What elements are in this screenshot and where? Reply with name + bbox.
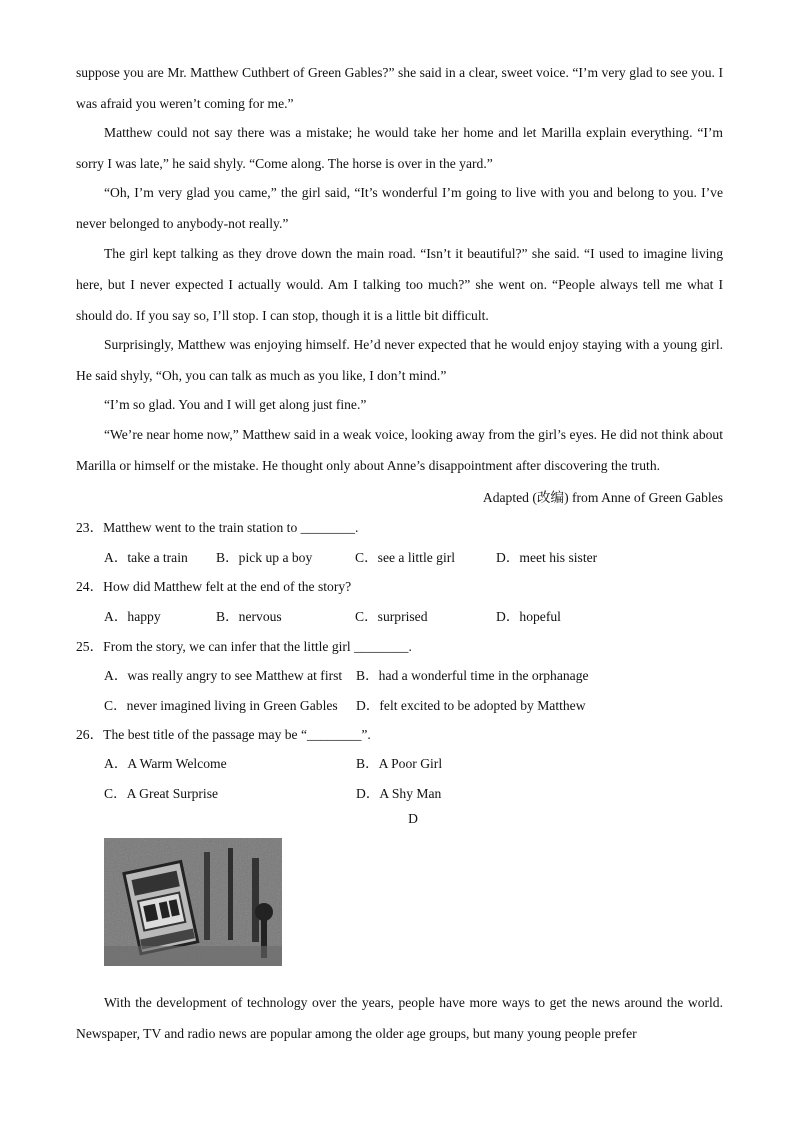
q25-option-d[interactable]: D．felt excited to be adopted by Matthew	[356, 698, 586, 713]
q23-option-c[interactable]: C．see a little girl	[355, 550, 456, 565]
paragraph-5: Surprisingly, Matthew was enjoying himself. He’d never expected that he would enjoy staying with a young girl. He said shyly, “Oh, you can talk as much as you like, I don’t mind.”	[76, 337, 723, 383]
q23-option-a[interactable]: A．take a train	[104, 550, 188, 565]
paragraph-6: “I’m so glad. You and I will get along just fine.”	[104, 397, 367, 412]
q24-option-b[interactable]: B．nervous	[216, 609, 282, 624]
question-24: 24．How did Matthew felt at the end of the story?	[76, 579, 352, 594]
news-photo-image	[104, 838, 282, 966]
source-note: Adapted (改编) from Anne of Green Gables	[482, 490, 723, 505]
q26-option-b[interactable]: B．A Poor Girl	[356, 756, 443, 771]
paragraph-1: suppose you are Mr. Matthew Cuthbert of Green Gables?” she said in a clear, sweet voice. “I’m very glad to see you. I was afraid you weren’t coming for me.”	[76, 65, 723, 111]
section-d-paragraph-1: With the development of technology over the years, people have more ways to get the news around the world. Newspaper, TV and radio news are popular among the older age groups, but many young people prefer	[76, 995, 723, 1041]
q24-option-d[interactable]: D．hopeful	[496, 609, 561, 624]
question-26: 26．The best title of the passage may be “________”.	[76, 727, 371, 742]
q23-option-d[interactable]: D．meet his sister	[496, 550, 598, 565]
q25-option-c[interactable]: C．never imagined living in Green Gables	[104, 698, 338, 713]
q24-option-c[interactable]: C．surprised	[355, 609, 428, 624]
q25-option-b[interactable]: B．had a wonderful time in the orphanage	[356, 668, 589, 683]
news-photo	[104, 838, 282, 966]
paragraph-7: “We’re near home now,” Matthew said in a weak voice, looking away from the girl’s eyes. He did not think about Marilla or himself or the mistake. He thought only about Anne’s disappointment after discovering the truth.	[76, 427, 723, 473]
section-d-label: D	[408, 811, 418, 826]
paragraph-2: Matthew could not say there was a mistake; he would take her home and let Marilla explain everything. “I’m sorry I was late,” he said shyly. “Come along. The horse is over in the yard.”	[76, 125, 723, 171]
q26-option-c[interactable]: C．A Great Surprise	[104, 786, 219, 801]
q23-option-b[interactable]: B．pick up a boy	[216, 550, 313, 565]
q26-option-d[interactable]: D．A Shy Man	[356, 786, 442, 801]
question-23: 23．Matthew went to the train station to ________.	[76, 520, 359, 535]
q24-option-a[interactable]: A．happy	[104, 609, 161, 624]
q26-option-a[interactable]: A．A Warm Welcome	[104, 756, 227, 771]
q25-option-a[interactable]: A．was really angry to see Matthew at first	[104, 668, 343, 683]
paragraph-4: The girl kept talking as they drove down the main road. “Isn’t it beautiful?” she said. “I used to imagine living here, but I never expected I actually would. Am I talking too much?” she went on. “People always tell me what I should do. If you say so, I’ll stop. I can stop, though it is a little bit difficult.	[76, 246, 723, 323]
question-25: 25．From the story, we can infer that the little girl ________.	[76, 639, 412, 654]
paragraph-3: “Oh, I’m very glad you came,” the girl said, “It’s wonderful I’m going to live with you and belong to you. I’ve never belonged to anybody-not really.”	[76, 185, 723, 231]
